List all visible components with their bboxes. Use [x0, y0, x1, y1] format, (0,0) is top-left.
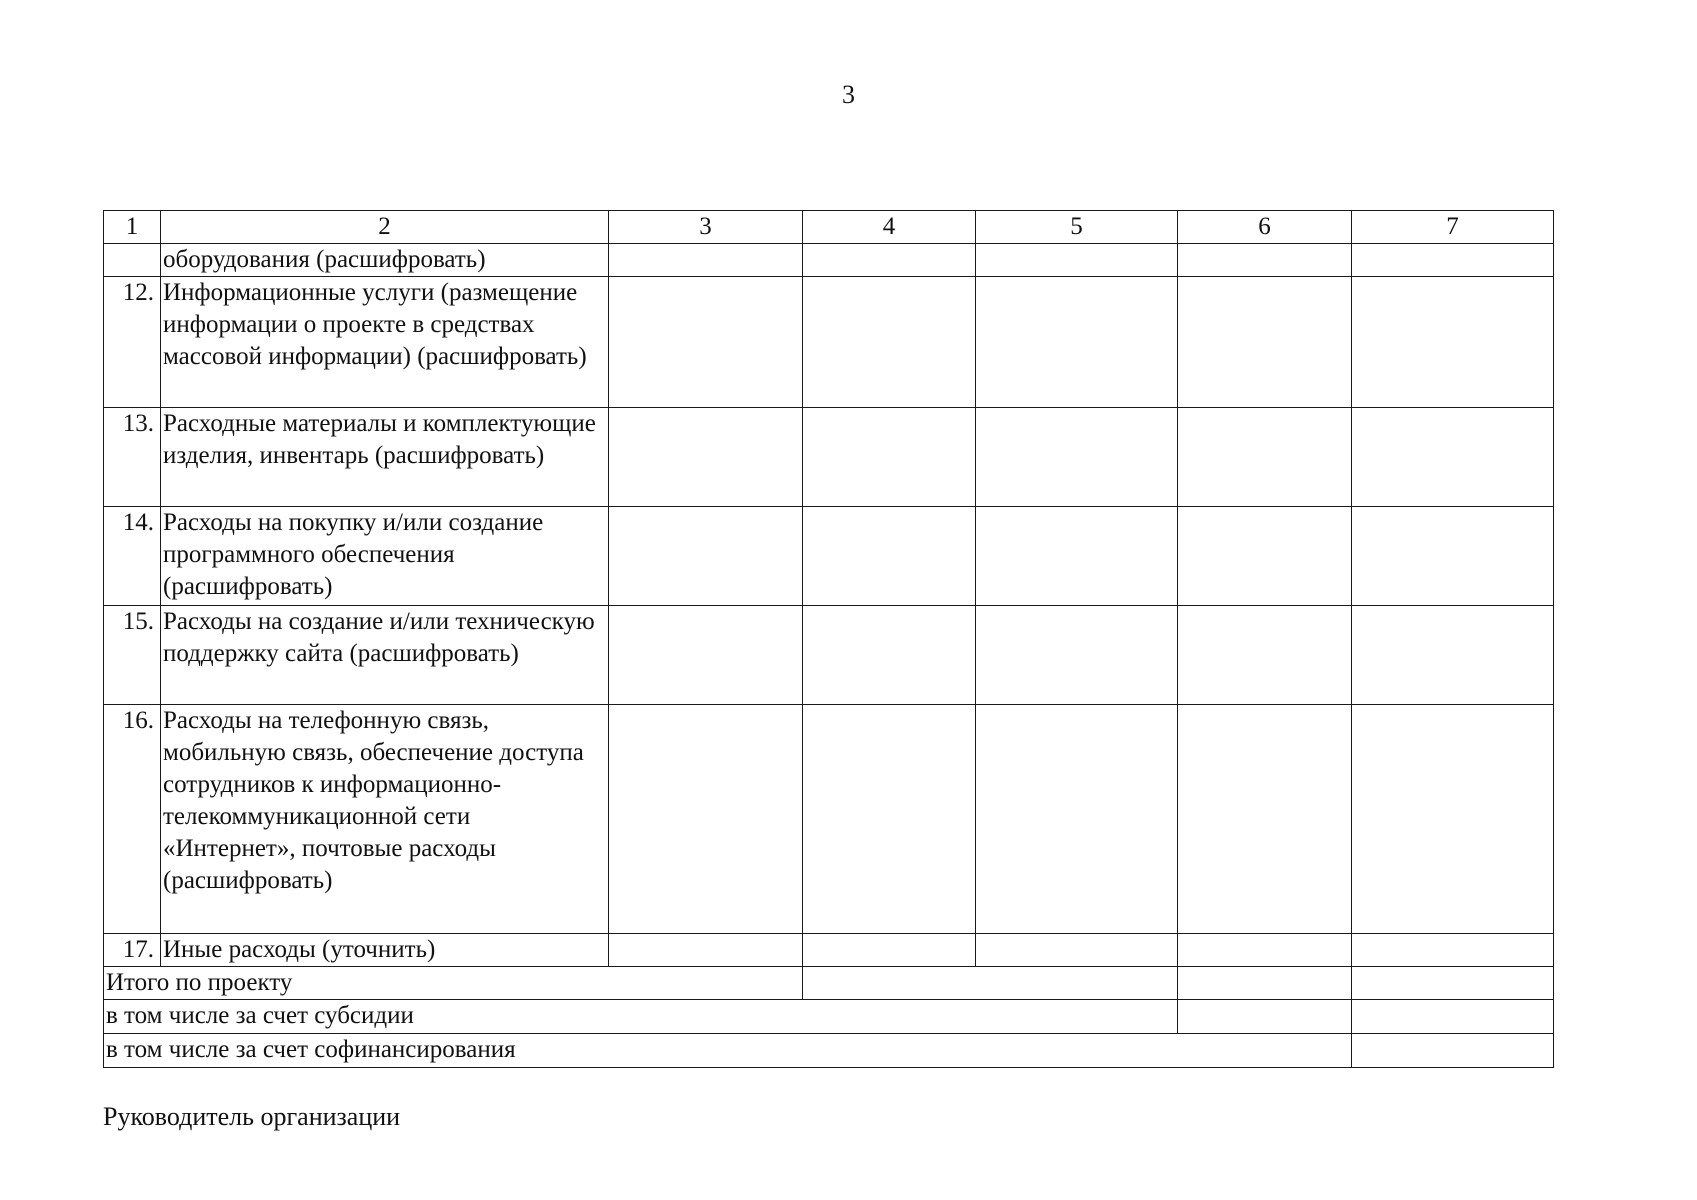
total-row-subsidy: [104, 1000, 1554, 1034]
table-cell: [609, 507, 803, 606]
table-cell: [1178, 606, 1352, 705]
budget-table: [103, 210, 1554, 1068]
total-row-cofinancing: [104, 1034, 1554, 1068]
table-cell: [976, 507, 1178, 606]
column-header: 7: [1352, 211, 1554, 244]
row-label: оборудования (расшифровать): [161, 244, 609, 277]
table-cell: [803, 408, 976, 507]
table-cell: [1352, 408, 1554, 507]
row-number: 12.: [104, 277, 161, 408]
table-cell: [1178, 507, 1352, 606]
table-cell: [609, 408, 803, 507]
table-cell: [1352, 244, 1554, 277]
signature-label: Руководитель организации: [103, 1102, 401, 1131]
table-cell: [609, 277, 803, 408]
table-cell: [803, 606, 976, 705]
table-row: [104, 934, 1554, 967]
table-cell: [803, 934, 976, 967]
table-cell: [1352, 1034, 1554, 1068]
table-row: [104, 408, 1554, 507]
table-cell: [803, 244, 976, 277]
column-header: 2: [161, 211, 609, 244]
table-cell: [1352, 277, 1554, 408]
total-row-project: [104, 967, 1554, 1000]
column-header: 5: [976, 211, 1178, 244]
table-cell: [1178, 934, 1352, 967]
table-cell: [976, 408, 1178, 507]
table-cell: [976, 244, 1178, 277]
table-cell: [976, 934, 1178, 967]
table-cell: [1352, 967, 1554, 1000]
table-cell: [1178, 244, 1352, 277]
row-number: [104, 244, 161, 277]
table-row: [104, 606, 1554, 705]
table-cell: [1178, 967, 1352, 1000]
table-cell: [976, 277, 1178, 408]
row-number: 15.: [104, 606, 161, 705]
row-label: Иные расходы (уточнить): [161, 934, 609, 967]
table-cell: [1178, 277, 1352, 408]
row-number: 13.: [104, 408, 161, 507]
table-cell: [1352, 705, 1554, 934]
row-number: 17.: [104, 934, 161, 967]
table-cell: [803, 507, 976, 606]
table-cell: [1352, 507, 1554, 606]
table-row: [104, 507, 1554, 606]
page-number: 3: [842, 80, 855, 109]
column-header: 6: [1178, 211, 1352, 244]
column-header: 3: [609, 211, 803, 244]
table-header-row: [104, 211, 1554, 244]
column-header: 1: [104, 211, 161, 244]
table-cell: [1178, 408, 1352, 507]
table-cell: [609, 934, 803, 967]
table-cell: [976, 705, 1178, 934]
row-label: Информационные услуги (размещение информации о проекте в средствах массовой информации) (расшифровать): [161, 277, 609, 408]
row-label: Расходы на покупку и/или создание программного обеспечения (расшифровать): [161, 507, 609, 606]
table-cell: [976, 606, 1178, 705]
table-cell: [609, 606, 803, 705]
table-cell: [1352, 606, 1554, 705]
table-cell: [609, 705, 803, 934]
column-header: 4: [803, 211, 976, 244]
row-label: Расходные материалы и комплектующие изделия, инвентарь (расшифровать): [161, 408, 609, 507]
table-cell: [803, 967, 1178, 1000]
row-number: 16.: [104, 705, 161, 934]
table-cell: [1352, 1000, 1554, 1034]
table-cell: [803, 277, 976, 408]
row-label: Расходы на создание и/или техническую поддержку сайта (расшифровать): [161, 606, 609, 705]
table-row: [104, 705, 1554, 934]
table-cell: [1352, 934, 1554, 967]
row-number: 14.: [104, 507, 161, 606]
table-cell: [1178, 1000, 1352, 1034]
row-label: Расходы на телефонную связь, мобильную связь, обеспечение доступа сотрудников к информационно-телекоммуникационной сети «Интернет», почтовые расходы (расшифровать): [161, 705, 609, 934]
table-row: [104, 244, 1554, 277]
total-cofinancing-label: в том числе за счет софинансирования: [104, 1034, 1352, 1068]
table-cell: [609, 244, 803, 277]
total-project-label: Итого по проекту: [104, 967, 803, 1000]
table-cell: [1178, 705, 1352, 934]
table-cell: [803, 705, 976, 934]
table-row: [104, 277, 1554, 408]
total-subsidy-label: в том числе за счет субсидии: [104, 1000, 1178, 1034]
